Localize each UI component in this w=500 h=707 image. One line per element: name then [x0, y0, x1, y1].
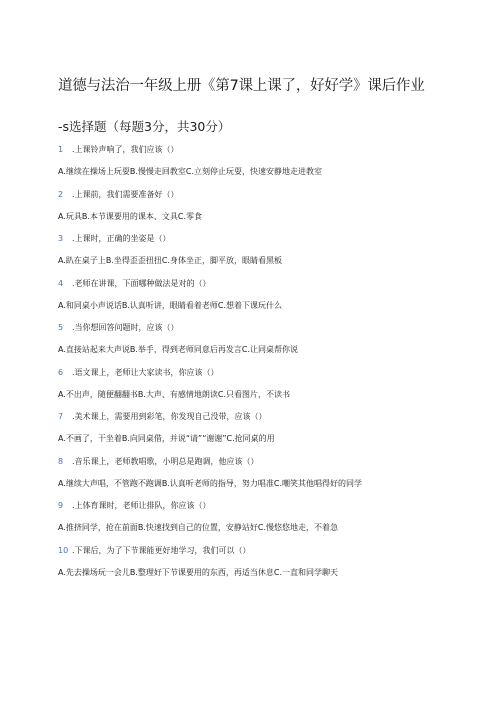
section-heading: -s选择题（每题3分，共30分）: [58, 119, 231, 134]
question-list: [58, 144, 478, 589]
question-number: 5: [58, 323, 64, 332]
question-text: .音乐课上，老师教唱歌，小明总是跑调，他应该（）: [72, 456, 259, 466]
question-item-7: [58, 411, 478, 456]
question-text: .语文课上，老师让大家读书，你应该（）: [72, 367, 219, 377]
question-item-6: [58, 367, 478, 412]
question-line: [58, 411, 478, 423]
question-line: [58, 144, 478, 156]
question-item-2: [58, 189, 478, 234]
question-text: .下课后，为了下节课能更好地学习，我们可以（）: [72, 545, 251, 555]
question-text: .上课时，正确的坐姿是（）: [72, 234, 171, 243]
question-number: 6: [58, 367, 64, 377]
question-line: [58, 456, 478, 468]
question-line: [58, 545, 478, 557]
question-text: .当你想回答问题时，应该（）: [72, 323, 179, 332]
question-text: .老师在讲课，下面哪种做法是对的（）: [72, 278, 211, 288]
question-line: [58, 500, 478, 512]
question-line: [58, 278, 478, 290]
question-line: [58, 367, 478, 379]
question-options: A.不出声，随便翻翻书B.大声、有感情地朗读C.只看图片，不读书: [58, 389, 291, 399]
question-item-4: [58, 278, 478, 323]
question-options: A.先去操场玩一会儿B.整理好下节课要用的东西，再适当休息C.一直和同学聊天: [58, 567, 339, 577]
question-number: 3: [58, 234, 64, 243]
question-text: .美术课上，需要用到彩笔，你发现自己没带，应该（）: [72, 412, 267, 421]
question-options: A.和同桌小声说话B.认真听讲，眼睛看着老师C.想着下课玩什么: [58, 300, 283, 310]
question-options: A.推挤同学，抢在前面B.快速找到自己的位置，安静站好C.慢悠悠地走，不着急: [58, 523, 339, 532]
question-line: [58, 322, 478, 334]
question-options: A.不画了，干坐着B.向同桌借，并说“请”“谢谢”C.抢同桌的用: [58, 434, 275, 443]
question-item-1: [58, 144, 478, 189]
question-text: .上课前，我们需要准备好（）: [72, 189, 179, 199]
question-options: A.继续大声唱，不管跑不跑调B.认真听老师的指导，努力唱准C.嘲笑其他唱得好的同学: [58, 478, 363, 488]
question-item-9: [58, 500, 478, 545]
question-number: 4: [58, 278, 64, 288]
question-item-8: [58, 456, 478, 501]
question-options: A.趴在桌子上B.坐得歪歪扭扭C.身体坐正，脚平放，眼睛看黑板: [58, 256, 283, 265]
question-options: A.玩具B.本节课要用的课本、文具C.零食: [58, 211, 203, 221]
question-number: 8: [58, 456, 64, 466]
question-item-10: [58, 545, 478, 590]
question-line: [58, 233, 478, 245]
question-item-3: [58, 233, 478, 278]
question-number: 2: [58, 189, 64, 199]
question-number: 10: [58, 545, 69, 555]
question-number: 9: [58, 501, 64, 510]
question-text: .上体育课时，老师让排队，你应该（）: [72, 501, 211, 510]
document-title: 道德与法治一年级上册《第7课上课了，好好学》课后作业: [58, 78, 425, 94]
question-options: A.继续在操场上玩耍B.慢慢走回教室C.立刻停止玩耍，快速安静地走进教室: [58, 167, 323, 176]
question-number: 1: [58, 145, 64, 154]
question-text: .上课铃声响了，我们应该（）: [72, 145, 179, 154]
question-options: A.直接站起来大声说B.举手，得到老师同意后再发言C.让同桌帮你说: [58, 345, 299, 354]
question-line: [58, 189, 478, 201]
question-number: 7: [58, 412, 64, 421]
question-item-5: [58, 322, 478, 367]
